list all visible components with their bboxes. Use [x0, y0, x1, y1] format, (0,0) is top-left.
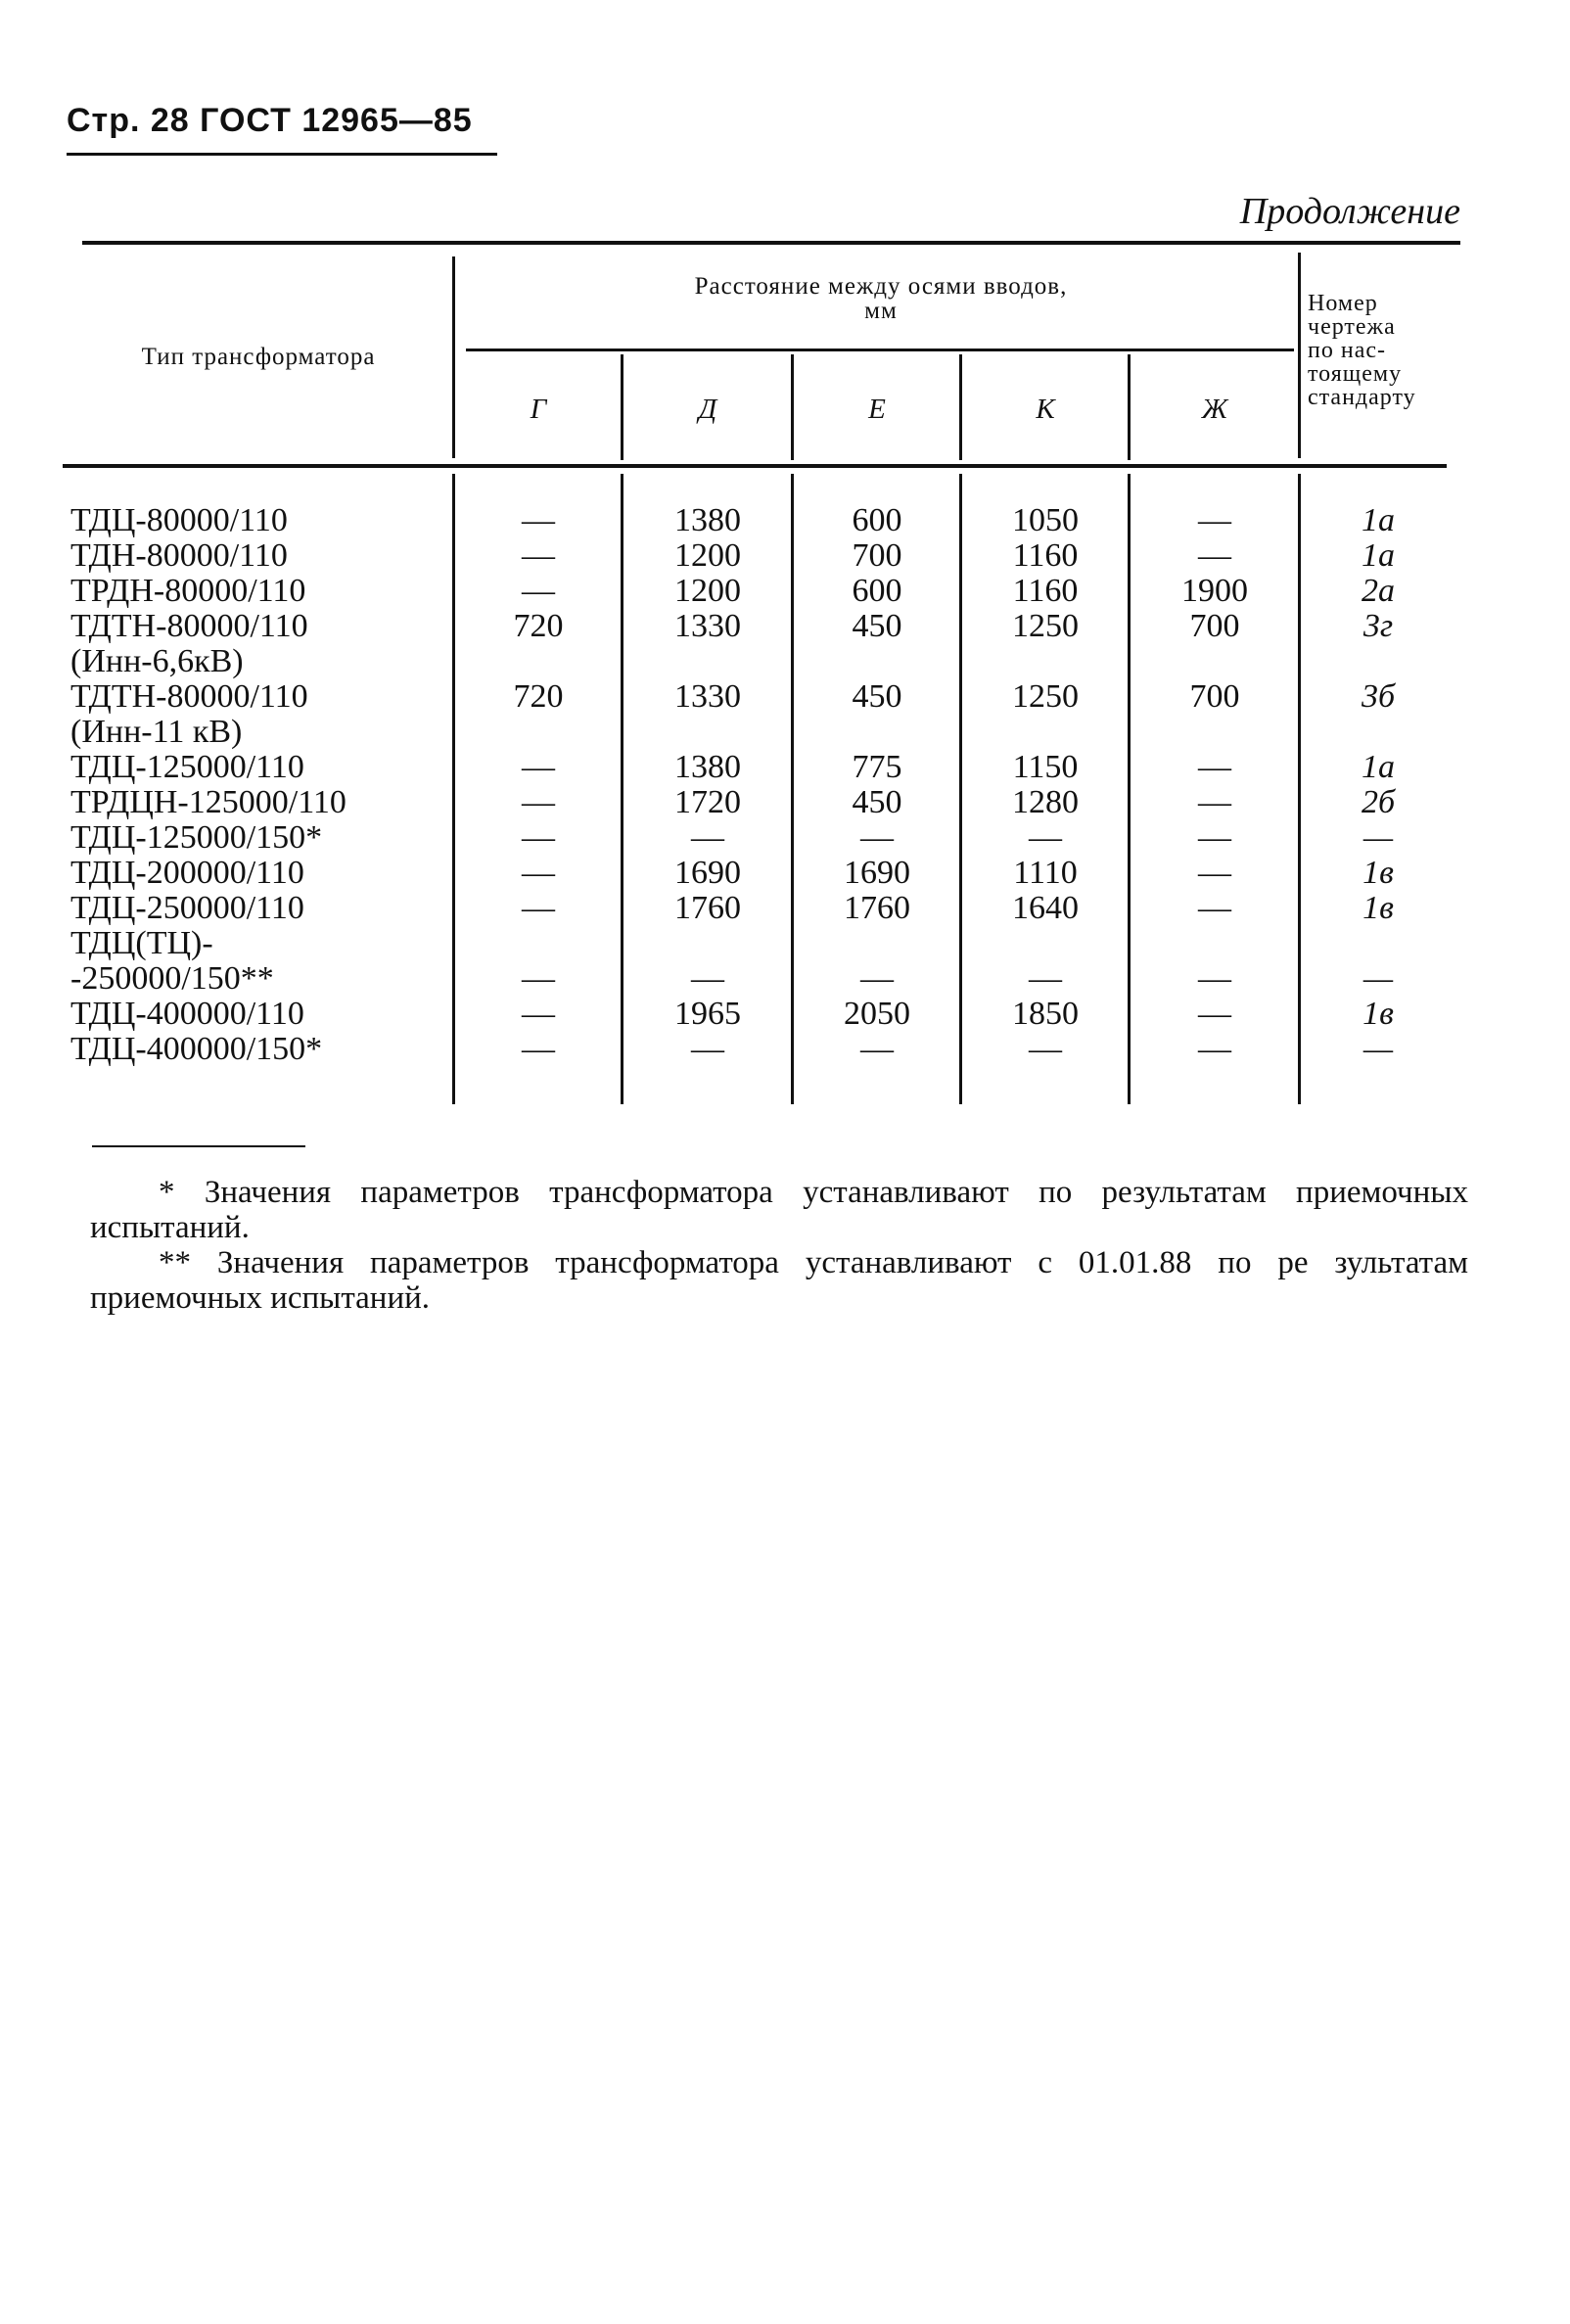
cell-transformer-type: ТДЦ-125000/110 — [70, 749, 304, 785]
table-top-rule — [82, 241, 1460, 245]
header-drawing-number — [1300, 292, 1492, 409]
cell-drawing-number: 1а — [1362, 502, 1395, 538]
cell-distance-e: — — [860, 960, 894, 997]
cell-drawing-number: 2б — [1361, 784, 1396, 820]
cell-drawing-number: — — [1362, 819, 1394, 856]
cell-distance-k: — — [1029, 819, 1062, 856]
header-drawing-line: тоящему — [1308, 361, 1403, 387]
header-drawing-line: по нас- — [1308, 338, 1386, 363]
header-drawing-line: стандарту — [1308, 385, 1416, 410]
cell-distance-e: 2050 — [844, 996, 910, 1032]
cell-distance-d: 1380 — [674, 749, 741, 785]
cell-distance-g: — — [522, 784, 555, 820]
cell-distance-g: — — [522, 960, 555, 997]
cell-distance-g: — — [522, 855, 555, 891]
cell-distance-zh: — — [1198, 855, 1231, 891]
cell-distance-g: — — [522, 1031, 555, 1067]
cell-distance-e: 450 — [852, 608, 902, 644]
cell-distance-k: 1250 — [1012, 608, 1079, 644]
header-distance-line: Расстояние между осями вводов, — [694, 273, 1068, 300]
table-column-divider — [452, 474, 455, 1104]
cell-distance-e: 450 — [852, 678, 902, 715]
cell-distance-k: 1160 — [1012, 537, 1079, 574]
cell-transformer-type: (Инн-11 кВ) — [70, 714, 243, 750]
cell-distance-k: 1110 — [1013, 855, 1078, 891]
cell-distance-k: 1850 — [1012, 996, 1079, 1032]
cell-drawing-number: 1а — [1362, 537, 1395, 574]
cell-distance-d: 1690 — [674, 855, 741, 891]
cell-transformer-type: ТДЦ-200000/110 — [70, 855, 304, 891]
header-drawing-line: Номер — [1308, 291, 1378, 316]
cell-distance-d: 1330 — [674, 678, 741, 715]
cell-transformer-type: ТДТН-80000/110 — [70, 678, 308, 715]
cell-distance-k: — — [1029, 960, 1062, 997]
cell-transformer-type: -250000/150** — [70, 960, 274, 997]
header-distance-unit: мм — [864, 298, 898, 324]
cell-transformer-type: ТДТН-80000/110 — [70, 608, 308, 644]
cell-distance-zh: — — [1198, 1031, 1231, 1067]
table-column-divider — [1128, 474, 1131, 1104]
cell-distance-e: 700 — [852, 537, 902, 574]
table-column-divider — [621, 354, 623, 460]
cell-distance-e: 1690 — [844, 855, 910, 891]
cell-distance-e: 600 — [852, 502, 902, 538]
cell-distance-d: — — [691, 819, 724, 856]
cell-distance-g: — — [522, 819, 555, 856]
header-transformer-type: Тип трансформатора — [141, 344, 376, 370]
table-column-divider — [791, 354, 794, 460]
cell-distance-k: 1280 — [1012, 784, 1079, 820]
cell-distance-e: — — [860, 1031, 894, 1067]
table-column-divider — [621, 474, 623, 1104]
cell-transformer-type: ТДЦ-80000/110 — [70, 502, 288, 538]
cell-transformer-type: ТДН-80000/110 — [70, 537, 288, 574]
cell-transformer-type: ТДЦ-125000/150* — [70, 819, 323, 856]
cell-distance-g: — — [522, 537, 555, 574]
footnote-1: * Значения параметров трансформатора устанавливают по результатам приемочных испытаний. — [90, 1175, 1468, 1245]
cell-drawing-number: 3б — [1361, 678, 1396, 715]
cell-drawing-number: 1в — [1362, 890, 1394, 926]
cell-distance-zh: — — [1198, 784, 1231, 820]
cell-transformer-type: ТДЦ-250000/110 — [70, 890, 304, 926]
cell-distance-zh: — — [1198, 819, 1231, 856]
cell-distance-g: 720 — [513, 678, 564, 715]
cell-distance-k: — — [1029, 1031, 1062, 1067]
subheader-d: Д — [698, 394, 717, 425]
cell-distance-zh: — — [1198, 996, 1231, 1032]
subheader-k: К — [1036, 394, 1055, 425]
cell-distance-d: 1380 — [674, 502, 741, 538]
footnote-separator — [92, 1145, 305, 1147]
cell-distance-d: 1200 — [674, 537, 741, 574]
cell-distance-zh: — — [1198, 749, 1231, 785]
cell-drawing-number: 1в — [1362, 996, 1394, 1032]
header-drawing-line: чертежа — [1308, 314, 1396, 340]
cell-distance-e: 1760 — [844, 890, 910, 926]
cell-distance-g: — — [522, 890, 555, 926]
cell-distance-e: 450 — [852, 784, 902, 820]
cell-distance-g: — — [522, 502, 555, 538]
continuation-label: Продолжение — [1239, 191, 1460, 232]
cell-drawing-number: — — [1362, 960, 1394, 997]
cell-distance-d: 1965 — [674, 996, 741, 1032]
cell-transformer-type: ТРДЦН-125000/110 — [70, 784, 346, 820]
table-column-divider — [959, 354, 962, 460]
page-header-rule — [67, 153, 497, 156]
table-column-divider — [1298, 474, 1301, 1104]
cell-transformer-type: ТДЦ-400000/110 — [70, 996, 304, 1032]
cell-distance-zh: — — [1198, 890, 1231, 926]
cell-drawing-number: 1а — [1362, 749, 1395, 785]
cell-drawing-number: 3г — [1362, 608, 1394, 644]
cell-distance-k: 1160 — [1012, 573, 1079, 609]
cell-distance-zh: 700 — [1189, 608, 1240, 644]
cell-distance-e: 775 — [852, 749, 902, 785]
cell-distance-g: 720 — [513, 608, 564, 644]
subheader-e: Е — [868, 394, 886, 425]
subheader-g: Г — [530, 394, 547, 425]
cell-transformer-type: ТДЦ(ТЦ)- — [70, 925, 213, 961]
footnote-2: ** Значения параметров трансформатора устанавливают с 01.01.88 по ре зультатам приемочных испытаний. — [90, 1245, 1468, 1316]
cell-distance-k: 1050 — [1012, 502, 1079, 538]
table-column-divider — [791, 474, 794, 1104]
distance-header-rule — [466, 349, 1294, 351]
cell-drawing-number: 1в — [1362, 855, 1394, 891]
cell-distance-d: 1760 — [674, 890, 741, 926]
header-distance-between-axes — [470, 274, 1292, 323]
cell-distance-zh: — — [1198, 502, 1231, 538]
cell-distance-d: 1720 — [674, 784, 741, 820]
cell-distance-g: — — [522, 749, 555, 785]
cell-distance-d: 1330 — [674, 608, 741, 644]
table-column-divider — [452, 256, 455, 458]
cell-distance-d: — — [691, 1031, 724, 1067]
cell-distance-g: — — [522, 996, 555, 1032]
cell-distance-zh: — — [1198, 960, 1231, 997]
table-column-divider — [1128, 354, 1131, 460]
subheader-zh: Ж — [1201, 394, 1228, 425]
cell-transformer-type: ТДЦ-400000/150* — [70, 1031, 323, 1067]
cell-drawing-number: 2а — [1362, 573, 1395, 609]
cell-transformer-type: ТРДН-80000/110 — [70, 573, 306, 609]
cell-distance-e: — — [860, 819, 894, 856]
cell-drawing-number: — — [1362, 1031, 1394, 1067]
cell-distance-zh: 700 — [1189, 678, 1240, 715]
table-header-bottom-rule — [63, 464, 1447, 468]
cell-distance-k: 1150 — [1012, 749, 1079, 785]
cell-distance-zh: 1900 — [1181, 573, 1248, 609]
table-column-divider — [959, 474, 962, 1104]
cell-transformer-type: (Инн-6,6кВ) — [70, 643, 244, 679]
cell-distance-zh: — — [1198, 537, 1231, 574]
cell-distance-k: 1640 — [1012, 890, 1079, 926]
cell-distance-d: — — [691, 960, 724, 997]
page-header: Стр. 28 ГОСТ 12965—85 — [67, 102, 473, 139]
cell-distance-k: 1250 — [1012, 678, 1079, 715]
cell-distance-d: 1200 — [674, 573, 741, 609]
cell-distance-g: — — [522, 573, 555, 609]
cell-distance-e: 600 — [852, 573, 902, 609]
